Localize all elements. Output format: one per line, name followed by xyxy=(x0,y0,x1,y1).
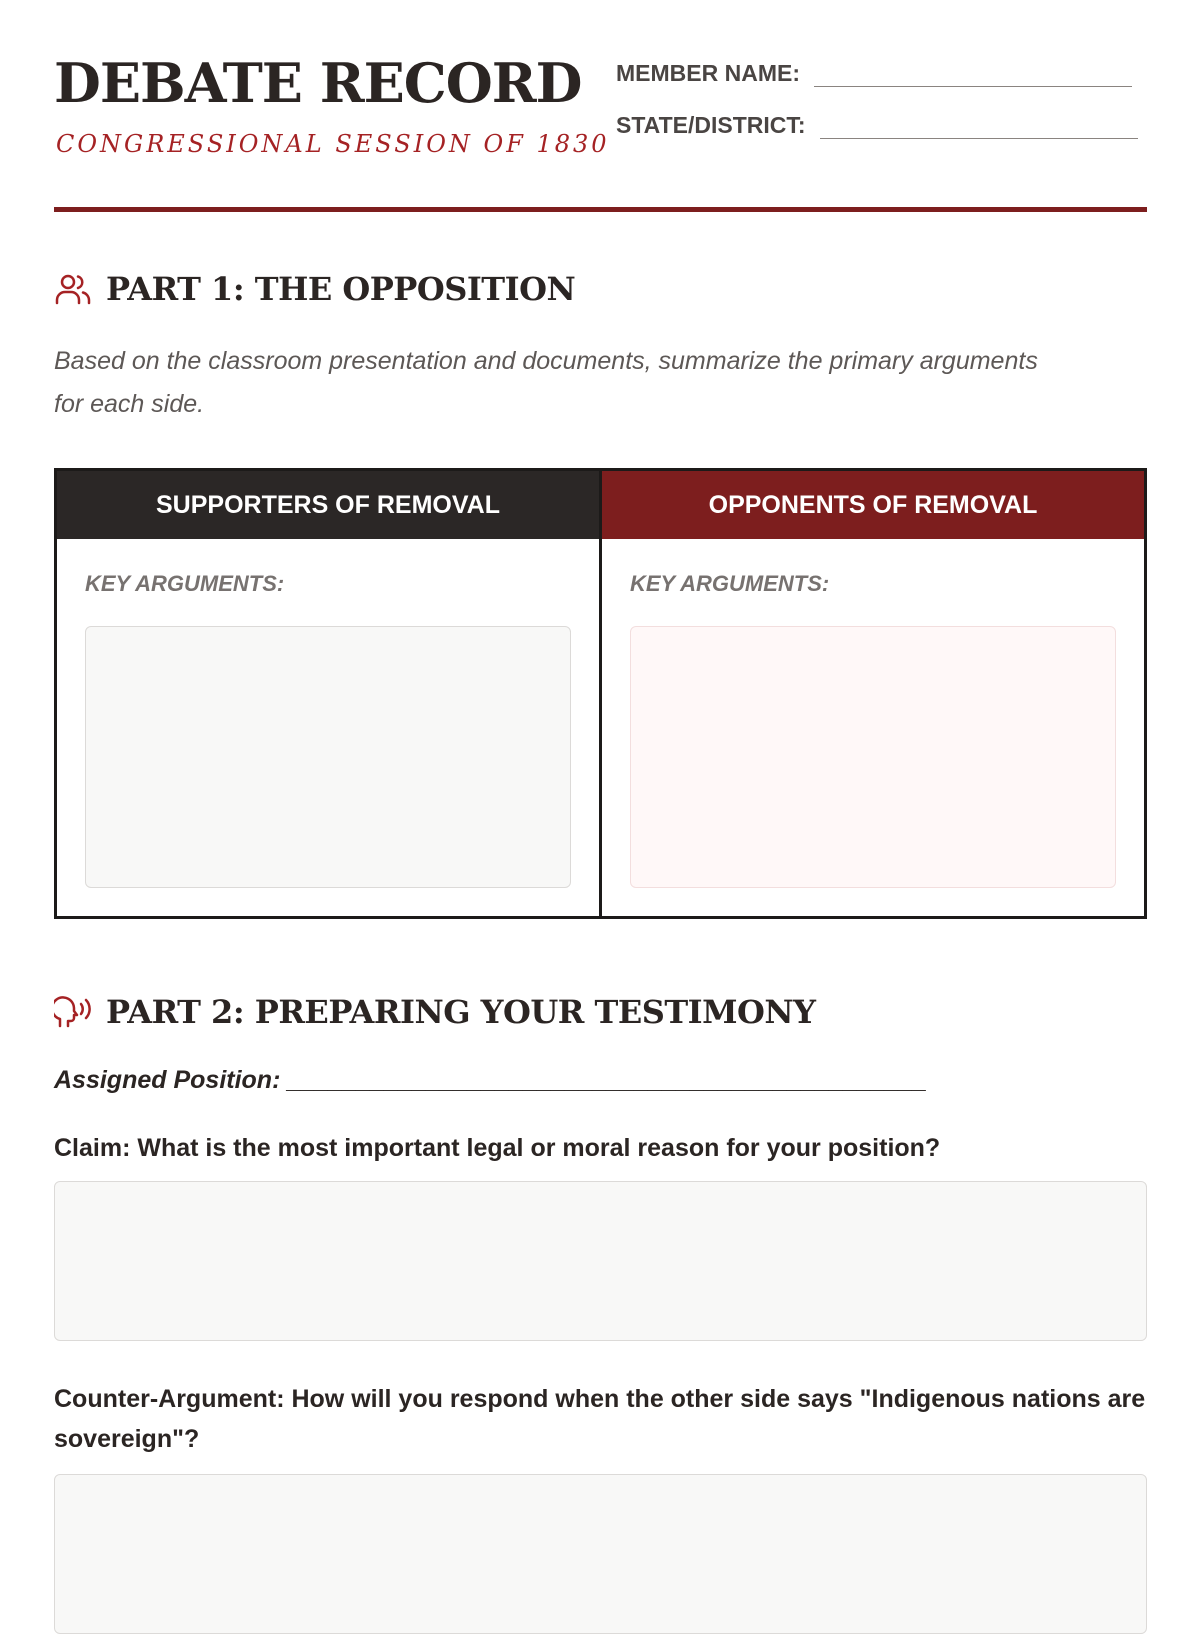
supporters-heading: SUPPORTERS OF REMOVAL xyxy=(57,471,599,539)
counter-argument-question: Counter-Argument: How will you respond when the other side says "Indigenous nations are sovereign"? xyxy=(54,1385,1146,1453)
opponents-heading: OPPONENTS OF REMOVAL xyxy=(602,471,1144,539)
users-icon xyxy=(54,270,92,308)
part1-title: PART 1: THE OPPOSITION xyxy=(106,270,576,308)
member-name-input-line[interactable] xyxy=(814,85,1132,87)
member-name-field xyxy=(616,60,1132,87)
worksheet-page xyxy=(54,0,1147,1453)
opponents-key-arguments-label: KEY ARGUMENTS: xyxy=(630,571,830,596)
header-divider xyxy=(54,207,1147,212)
claim-question: Claim: What is the most important legal or moral reason for your position? xyxy=(54,1134,941,1162)
speaking-head-icon xyxy=(54,993,92,1031)
page-subtitle: CONGRESSIONAL SESSION OF 1830 xyxy=(56,130,610,158)
arguments-table xyxy=(54,468,1147,919)
part2-heading xyxy=(54,993,816,1031)
member-name-label: MEMBER NAME: xyxy=(616,60,800,86)
state-district-label: STATE/DISTRICT: xyxy=(616,112,806,138)
supporters-arguments-box[interactable] xyxy=(85,626,571,888)
header xyxy=(54,0,1147,215)
opponents-column xyxy=(602,471,1144,916)
claim-answer-box[interactable] xyxy=(54,1181,1147,1341)
state-district-input-line[interactable] xyxy=(820,137,1138,139)
assigned-position-field[interactable]: Assigned Position: ______________________________________________ xyxy=(54,1066,927,1094)
counter-argument-answer-box[interactable] xyxy=(54,1474,1147,1634)
part1-instructions: Based on the classroom presentation and documents, summarize the primary arguments for each side. xyxy=(54,347,1038,418)
state-district-field xyxy=(616,112,1138,139)
page-title: DEBATE RECORD xyxy=(54,51,582,115)
supporters-column xyxy=(57,471,602,916)
opponents-arguments-box[interactable] xyxy=(630,626,1116,888)
part1-heading xyxy=(54,270,575,308)
part2-title: PART 2: PREPARING YOUR TESTIMONY xyxy=(106,993,816,1031)
supporters-key-arguments-label: KEY ARGUMENTS: xyxy=(85,571,285,596)
